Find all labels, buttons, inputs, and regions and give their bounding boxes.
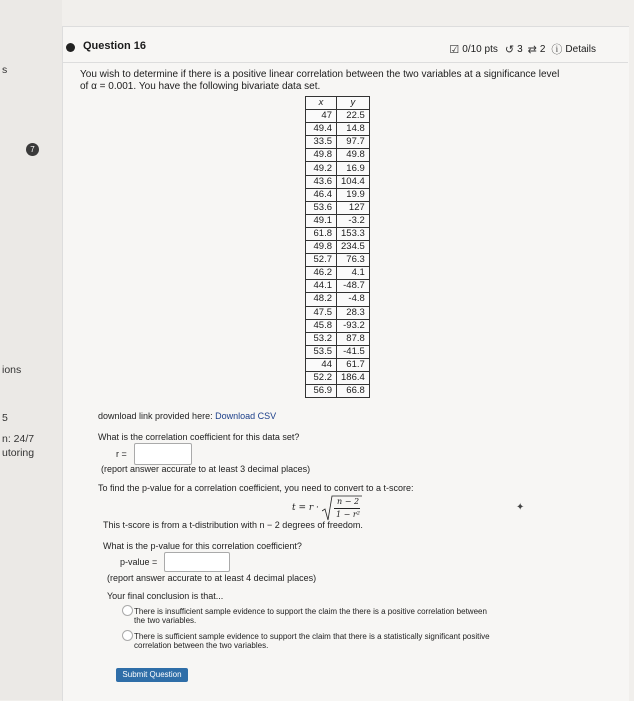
- y-value-cell: -48.7: [337, 280, 370, 293]
- attempts-icon: ⇄: [527, 43, 537, 56]
- x-value-cell: 49.4: [306, 123, 337, 136]
- option-line: There is insufficient sample evidence to support the claim the there is a positive correlation between: [134, 607, 487, 616]
- table-row: [306, 280, 370, 293]
- formula-denominator: 1 − r²: [336, 510, 360, 519]
- x-value-cell: 49.2: [306, 162, 337, 175]
- table-row: [306, 319, 370, 332]
- sidebar-fragment[interactable]: ions: [2, 364, 22, 376]
- table-row: [306, 149, 370, 162]
- y-value-cell: 49.8: [337, 149, 370, 162]
- formula-numerator: n − 2: [337, 497, 360, 506]
- formula-fraction-bar: [334, 508, 360, 509]
- part1-question: What is the correlation coefficient for this data set?: [98, 432, 300, 442]
- pvalue-input[interactable]: [164, 552, 230, 572]
- x-value-cell: 43.6: [306, 175, 337, 188]
- attempts-count: 2: [539, 43, 546, 55]
- x-value-cell: 49.1: [306, 214, 337, 227]
- y-value-cell: 97.7: [337, 136, 370, 149]
- option-line: There is sufficient sample evidence to support the claim that there is a statistically significant positive: [134, 632, 490, 641]
- formula-lhs: t = r ·: [292, 503, 319, 513]
- table-row: [306, 201, 370, 214]
- column-header-y: y: [337, 97, 370, 110]
- y-value-cell: -3.2: [337, 214, 370, 227]
- y-value-cell: 87.8: [337, 332, 370, 345]
- conclusion-option-radio[interactable]: [122, 605, 133, 616]
- table-row: [306, 385, 370, 398]
- question-header: [66, 40, 596, 56]
- part2-question: What is the p-value for this correlation coefficient?: [103, 541, 302, 551]
- table-row: [306, 110, 370, 123]
- y-value-cell: 153.3: [337, 227, 370, 240]
- table-row: [306, 358, 370, 371]
- y-value-cell: 66.8: [337, 385, 370, 398]
- bivariate-data-table: [305, 96, 370, 398]
- table-row: [306, 188, 370, 201]
- x-value-cell: 49.8: [306, 241, 337, 254]
- y-value-cell: 16.9: [337, 162, 370, 175]
- option-line: the two variables.: [134, 616, 197, 625]
- correlation-coefficient-input[interactable]: [134, 443, 192, 465]
- x-value-cell: 56.9: [306, 385, 337, 398]
- header-divider: [62, 62, 628, 63]
- x-value-cell: 61.8: [306, 227, 337, 240]
- x-value-cell: 46.2: [306, 267, 337, 280]
- conclusion-option-text: [134, 632, 490, 650]
- conclusion-option-radio[interactable]: [122, 630, 133, 641]
- y-value-cell: 186.4: [337, 371, 370, 384]
- x-value-cell: 44.1: [306, 280, 337, 293]
- question-intro: [80, 69, 600, 93]
- intro-line-2: of α = 0.001. You have the following bivariate data set.: [80, 81, 321, 92]
- y-value-cell: 234.5: [337, 241, 370, 254]
- sidebar-strip: [0, 0, 62, 700]
- table-row: [306, 345, 370, 358]
- score-icon: ☑: [449, 43, 460, 56]
- mouse-cursor-icon: ✦: [516, 502, 525, 513]
- x-value-cell: 46.4: [306, 188, 337, 201]
- y-value-cell: 4.1: [337, 267, 370, 280]
- details-link[interactable]: Details: [565, 43, 596, 55]
- sidebar-fragment: 5: [2, 412, 8, 424]
- column-header-x: x: [306, 97, 337, 110]
- sidebar-fragment[interactable]: n: 24/7: [2, 433, 35, 445]
- points-text: 0/10 pts: [462, 43, 498, 55]
- y-value-cell: 104.4: [337, 175, 370, 188]
- x-value-cell: 33.5: [306, 136, 337, 149]
- y-value-cell: -93.2: [337, 319, 370, 332]
- part2-note: (report answer accurate to at least 4 decimal places): [107, 573, 317, 583]
- table-row: [306, 254, 370, 267]
- info-icon[interactable]: ⓘ: [551, 44, 563, 56]
- table-row: [306, 136, 370, 149]
- y-value-cell: 127: [337, 201, 370, 214]
- y-value-cell: -41.5: [337, 345, 370, 358]
- tscore-intro: To find the p-value for a correlation coefficient, you need to convert to a t-score:: [98, 483, 414, 493]
- download-prefix: download link provided here:: [98, 411, 216, 421]
- conclusion-prompt: Your final conclusion is that...: [107, 591, 224, 601]
- x-value-cell: 52.2: [306, 371, 337, 384]
- table-row: [306, 214, 370, 227]
- x-value-cell: 53.2: [306, 332, 337, 345]
- table-row: [306, 267, 370, 280]
- x-value-cell: 52.7: [306, 254, 337, 267]
- y-value-cell: 28.3: [337, 306, 370, 319]
- y-value-cell: 22.5: [337, 110, 370, 123]
- question-number-badge[interactable]: 7: [26, 143, 39, 156]
- question-meta: [449, 41, 596, 57]
- sidebar-fragment: s: [2, 64, 8, 76]
- x-value-cell: 48.2: [306, 293, 337, 306]
- download-text: [98, 411, 276, 421]
- y-value-cell: 14.8: [337, 123, 370, 136]
- submit-question-button[interactable]: Submit Question: [116, 668, 188, 682]
- question-title: Question 16: [83, 40, 146, 52]
- conclusion-option-text: [134, 607, 487, 625]
- table-row: [306, 175, 370, 188]
- x-value-cell: 47.5: [306, 306, 337, 319]
- intro-line-1: You wish to determine if there is a positive linear correlation between the two variables at a significance level: [80, 69, 560, 80]
- table-row: [306, 371, 370, 384]
- table-row: [306, 293, 370, 306]
- x-value-cell: 45.8: [306, 319, 337, 332]
- r-label: r =: [116, 449, 127, 459]
- y-value-cell: 19.9: [337, 188, 370, 201]
- status-dot-icon: [66, 43, 75, 52]
- sidebar-fragment[interactable]: utoring: [2, 447, 35, 459]
- x-value-cell: 49.8: [306, 149, 337, 162]
- retries-count: 3: [517, 43, 523, 55]
- part1-note: (report answer accurate to at least 3 decimal places): [101, 464, 311, 474]
- table-row: [306, 162, 370, 175]
- download-csv-link[interactable]: Download CSV: [215, 411, 277, 421]
- table-row: [306, 227, 370, 240]
- pvalue-label: p-value =: [120, 557, 158, 567]
- y-value-cell: -4.8: [337, 293, 370, 306]
- table-row: [306, 332, 370, 345]
- x-value-cell: 53.6: [306, 201, 337, 214]
- x-value-cell: 47: [306, 110, 337, 123]
- y-value-cell: 76.3: [337, 254, 370, 267]
- y-value-cell: 61.7: [337, 358, 370, 371]
- retry-icon: ↺: [504, 43, 515, 56]
- table-row: [306, 241, 370, 254]
- x-value-cell: 53.5: [306, 345, 337, 358]
- table-row: [306, 123, 370, 136]
- tscore-after: This t-score is from a t-distribution with n − 2 degrees of freedom.: [103, 520, 363, 530]
- table-row: [306, 306, 370, 319]
- x-value-cell: 44: [306, 358, 337, 371]
- option-line: correlation between the two variables.: [134, 641, 269, 650]
